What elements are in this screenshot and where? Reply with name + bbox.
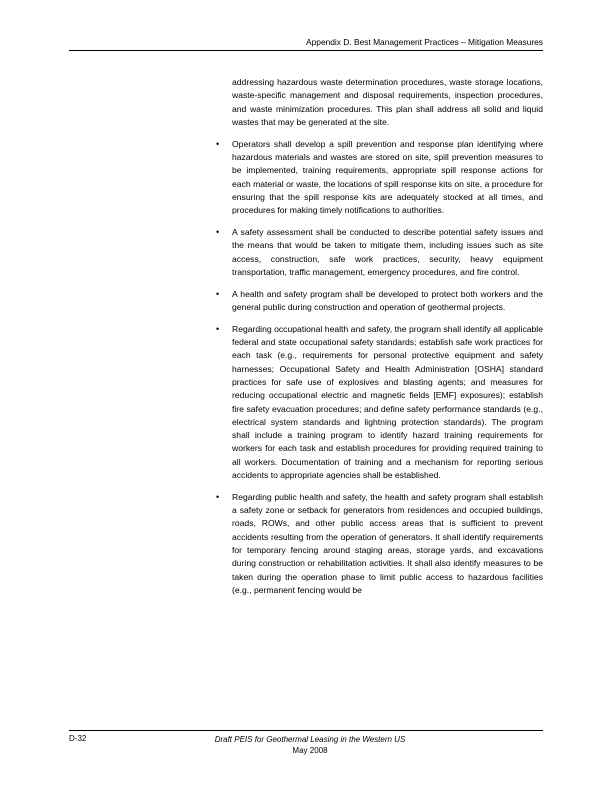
bullet-item: [216, 138, 543, 218]
running-header: Appendix D. Best Management Practices – Mitigation Measures: [69, 37, 543, 51]
bullet-icon: •: [216, 288, 220, 299]
continuation-paragraph: addressing hazardous waste determination procedures, waste storage locations, waste-specific management and disposal requirements, inspection procedures, and waste minimization procedures. This plan shall address all solid and liquid wastes that may be generated at the site.: [232, 77, 543, 127]
bullet-text: A health and safety program shall be developed to protect both workers and the general public during construction and operation of geothermal projects.: [232, 288, 543, 312]
doc-title: Draft PEIS for Geothermal Leasing in the Western US: [214, 735, 406, 744]
bullet-icon: •: [216, 226, 220, 237]
footer-rule: [69, 730, 543, 731]
bullet-item: [216, 323, 543, 483]
page-number: D-32: [69, 734, 87, 743]
footer-title: [180, 734, 440, 756]
bullet-list: [216, 138, 543, 598]
bullet-item: [216, 226, 543, 279]
bullet-item: [216, 491, 543, 597]
doc-date: May 2008: [292, 746, 328, 755]
body-text: [216, 76, 543, 597]
bullet-icon: •: [216, 323, 220, 334]
bullet-text: Regarding public health and safety, the health and safety program shall establish a safety zone or setback for generators from residences and occupied buildings, roads, ROWs, and other public access areas that is sufficient to prevent accidents resulting from the operation of generators. It shall identify requirements for temporary fencing around staging areas, storage yards, and excavations during construction or rehabilitation activities. It shall also identify measures to be taken during the operation phase to limit public access to hazardous facilities (e.g., permanent fencing would be: [232, 491, 543, 595]
bullet-icon: •: [216, 138, 220, 149]
bullet-item: [216, 288, 543, 315]
bullet-text: Regarding occupational health and safety, the program shall identify all applicable federal and state occupational safety standards; establish safe work practices for each task (e.g., requirements for personal protective equipment and safety harnesses; Occupational Safety and Health Administration [OSHA] standard practices for safe use of explosives and blasting agents; and measures for reducing occupational electric and magnetic fields [EMF] exposures); establish fire safety evacuation procedures; and define safety performance standards (e.g., electrical system standards and lightning protection standards). The program shall include a training program to identify hazard training requirements for workers for each task and establish procedures for providing required training to all workers. Documentation of training and a mechanism for reporting serious accidents to appropriate agencies shall be established.: [232, 323, 543, 481]
bullet-text: A safety assessment shall be conducted to describe potential safety issues and the means that would be taken to mitigate them, including issues such as site access, construction, safe work practices, security, heavy equipment transportation, traffic management, emergency procedures, and fire control.: [232, 226, 543, 277]
bullet-text: Operators shall develop a spill prevention and response plan identifying where hazardous materials and wastes are stored on site, spill prevention measures to be implemented, training requirements, appropriate spill response actions for each material or waste, the locations of spill response kits on site, a procedure for ensuring that the spill response kits are adequately stocked at all times, and procedures for making timely notifications to authorities.: [232, 138, 543, 216]
bullet-icon: •: [216, 491, 220, 502]
